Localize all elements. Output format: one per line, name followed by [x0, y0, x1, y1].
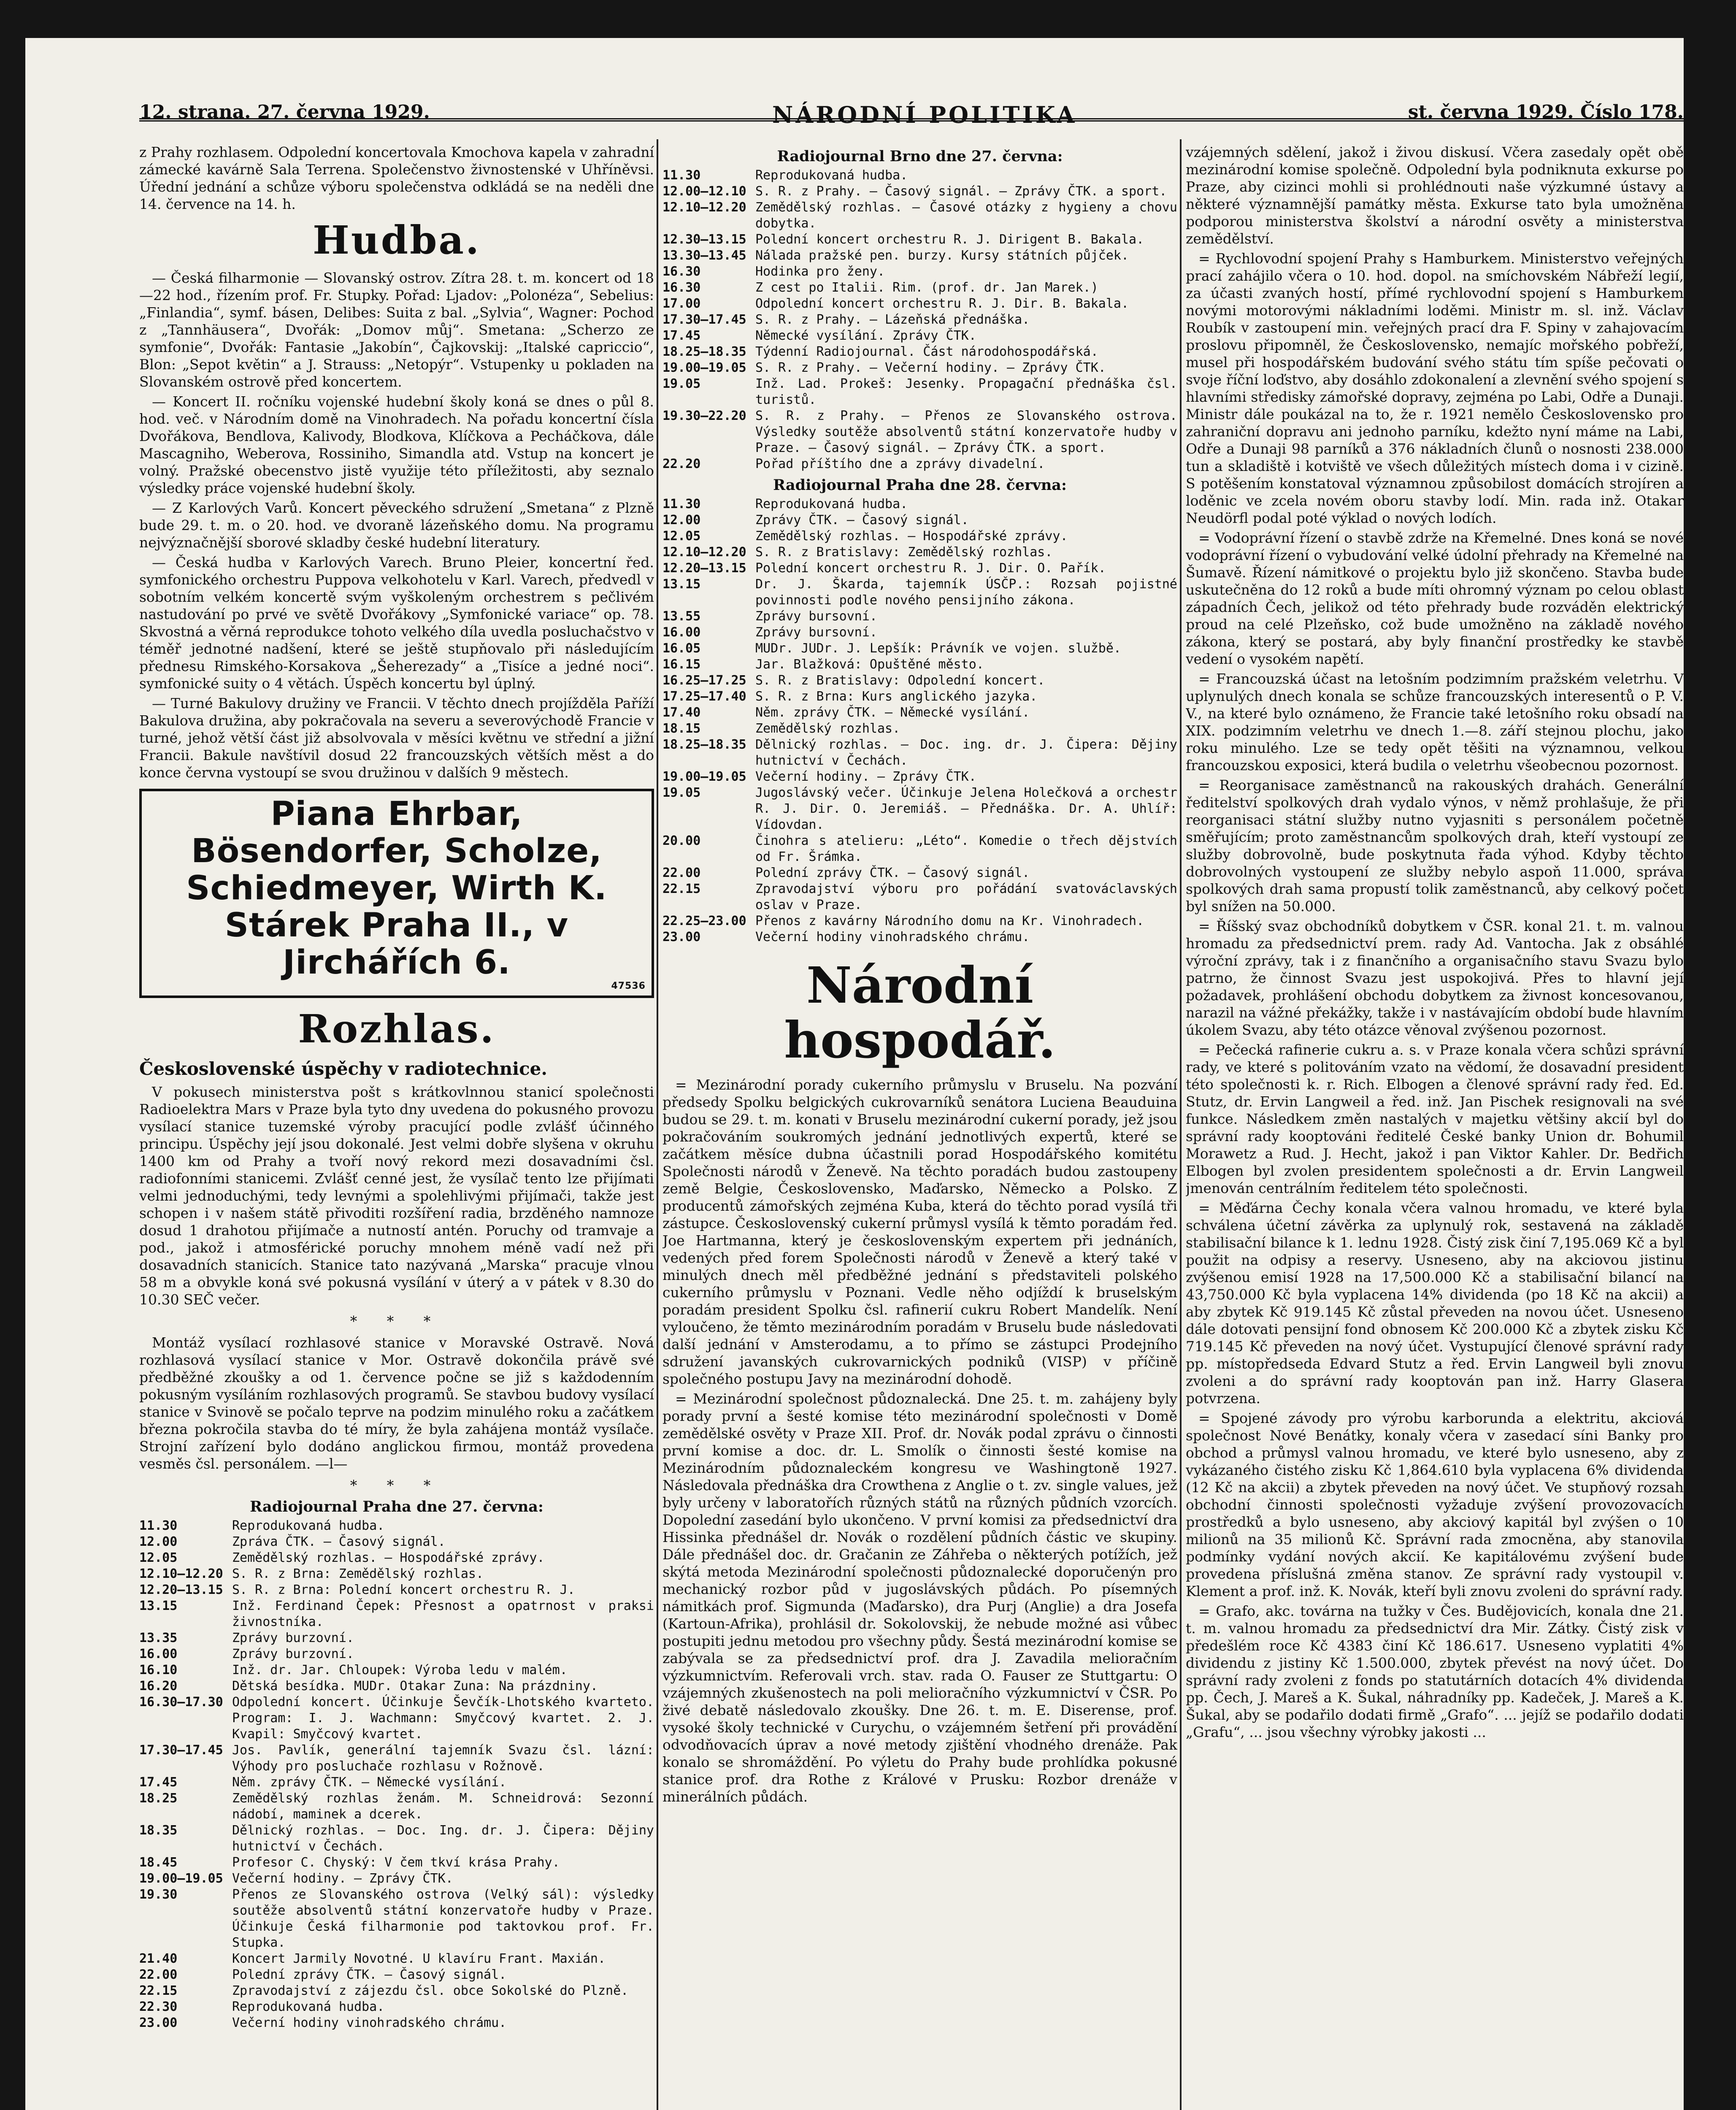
paragraph: = Spojené závody pro výrobu karborunda a elektritu, akciová společnost Nové Benátky, konaly včera v zasedací síni Banky pro obchod a průmysl valnou hromadu, ve které bylo usneseno, aby z vykázaného čistého zisku Kč 1,864.610 byla vyplacena 6% dividenda (12 Kč na akcii) a zbytek převeden na nový účet. Ve stupňový rozsah obchodní činnosti společnosti vyžaduje zvýšení provozovacích prostředků a bylo usneseno, aby akciový kapitál byl zvýšen o 10 milionů na 35 milionů Kč. Správní rada zmocněna, aby stanovila podmínky vydání nových akcií. Ke kapitálovému zvýšení bude provedena příslušná změna stanov. Ze správní rady vystoupil v. Klement a prof. inž. K. Novák, kteří byli znovu zvoleni do správní rady. [1186, 1410, 1684, 1599]
paragraph: Montáž vysílací rozhlasové stanice v Moravské Ostravě. Nová rozhlasová vysílací stanice v Mor. Ostravě dokončila právě své předběžné zkoušky a od 1. července počne se již s každodenním pokusným vysíláním rozhlasových programů. Se stavbou budovy vysílací stanice v Svinově se počalo teprve na podzim minulého roku a začátkem března pokročila stavba do té míry, že byla zahájena montáž vysílače. Strojní zařízení bylo dodáno anglickou firmou, montáž provedena vesměs čsl. personálem. —l— [139, 1334, 654, 1472]
program-time: 22.30 [139, 1999, 178, 2014]
program-description: Zemědělský rozhlas. — Hospodářské zprávy. [232, 1550, 545, 1565]
program-time: 17.30—17.45 [662, 312, 746, 327]
program-entry [139, 1967, 654, 1983]
program-entry [662, 721, 1177, 737]
program-entry [662, 408, 1177, 456]
program-entry [662, 512, 1177, 528]
program-description: Dětská besídka. MUDr. Otakar Zuna: Na prázdniny. [232, 1679, 598, 1693]
program-time: 22.15 [662, 882, 701, 896]
program-time: 16.30 [662, 264, 701, 279]
program-time: 18.35 [139, 1823, 178, 1838]
program-entry [662, 560, 1177, 576]
program-time: 16.30 [662, 280, 701, 295]
program-entry [139, 2015, 654, 2031]
program-entry [139, 1999, 654, 2015]
program-entry [662, 657, 1177, 673]
program-entry [662, 376, 1177, 408]
program-entry [662, 705, 1177, 721]
program-description: Večerní hodiny. — Zprávy ČTK. [755, 769, 976, 784]
program-entry [139, 1662, 654, 1678]
program-description: Polední zprávy ČTK. — Časový signál. [232, 1967, 507, 1982]
paragraph: — Česká hudba v Karlových Varech. Bruno Pleier, koncertní řed. symfonického orchestru Puppova velkohotelu v Karl. Varech, předvedl v sobotním velkém koncertě svým vyškoleným orchestrem s pečlivém nastudování po prvé ve světě Dvořákovy „Symfonické variace“ op. 78. Skvostná a věrná reprodukce tohoto velkého díla uvedla posluchačstvo v téměř jednotné nadšení, které se ještě stupňovalo při následujícím přednesu Rimského-Korsakova „Šeherezady“ a „Tisíce a jedné noci“. symfonické suity o 4 větách. Úspěch koncertu byl úplný. [139, 554, 654, 692]
program-time: 19.05 [662, 785, 701, 800]
program-entry [662, 881, 1177, 913]
paragraph: = Mezinárodní společnost půdoznalecká. Dne 25. t. m. zahájeny byly porady první a šesté komise této mezinárodní společnosti v Domě zemědělské osvěty v Praze XII. Prof. dr. Novák podal zprávu o činnosti první komise a doc. dr. L. Smolík o činnosti šesté komise na Mezinárodním půdoznaleckém kongresu ve Washingtoně 1927. Následovala přednáška dra Crowthena z Anglie o t. zv. single values, jež byly určeny v laboratořích různých států na různých půdních vzorcích. Dopolední zasedání bylo ukončeno. V první komisi za předsednictví dra Hissinka přednášel dr. Novák o rozdělení půdních částic ve skupiny. Dále přednášel doc. dr. Gračanin ze Záhřeba o některých potížích, jež skýtá metoda Mezinárodní společnosti půdoznalecké doporučenýn pro mechanický rozbor půd v jugoslávských půdách. Po písemných námitkách prof. Sigmunda (Maďarsko), dra Purj (Anglie) a dra Josefa (Kartoun-Afrika), prohlásil dr. Sokolovskij, že nebude možné asi vůbec postupiti jednu metodou pro všechny půdy. Šestá mezinárodní komise se zabývala se za předsednictví prof. dra J. Zavadila melioračním výzkumnictvím. Referovali vrch. stav. rada O. Fauser ze Stuttgartu: O vzájemných zkušenostech na poli melioračního výzkumnictví v ČSR. Po živé debatě následovalo zkoušky. Dne 26. t. m. E. Diserense, prof. vysoké školy technické v Curychu, o vzájemném šetření při provádění odvodňovacích úprav a nové metody zjištění vhodného drenáže. Pak konalo se shromáždění. Po výletu do Prahy bude prohlídka pokusné stanice prof. dra Rothe z Králové v Prusku: Rozbor drenáže v minerálních půdách. [662, 1390, 1177, 1805]
program-time: 12.20—13.15 [139, 1582, 223, 1597]
program-description: Přenos ze Slovanského ostrova (Velký sál): výsledky soutěže absolventů státní konzervatoře hudby v Praze. Účinkuje Česká filharmonie pod taktovkou prof. Fr. Stupka. [232, 1887, 654, 1950]
column-1 [139, 143, 654, 2110]
program-entry [662, 456, 1177, 472]
program-description: S. R. z Prahy. — Časový signál. — Zprávy ČTK. a sport. [755, 184, 1167, 199]
program-time: 18.25—18.35 [662, 737, 746, 752]
section-title-hudba: Hudba. [312, 217, 481, 263]
paragraph: = Měďárna Čechy konala včera valnou hromadu, ve které byla schválena účetní závěrka za uplynulý rok, sestavená na základě stabilisační bilance k 1. lednu 1928. Čistý zisk činí 7,195.069 Kč a byl použit na odpisy a reservy. Usneseno, aby na akciovou jistinu zvýšenou emisí 1928 na 17,500.000 Kč a stabilisační bilancí na 43,750.000 Kč byla vyplacena 14% dividenda (po 18 Kč na akcii) a aby zbytek Kč 919.145 Kč zůstal převeden na novou účet. Usneseno dále dotovati pensijní fond obnosem Kč 200.000 Kč a zbytek zisku Kč 719.145 Kč převeden na nový účet. Vystupující členové správní rady pp. místopředseda Edvard Stutz a řed. Ervin Langweil byli znovu zvoleni a do správní rady kooptován pan inž. Harry Glasera potvrzena. [1186, 1200, 1684, 1407]
program-description: Večerní hodiny vinohradského chrámu. [232, 2015, 507, 2030]
program-entry [662, 200, 1177, 232]
program-description: Odpolední koncert orchestru R. J. Dir. B. Bakala. [755, 296, 1129, 311]
advertisement-code: 47536 [611, 981, 646, 991]
radio-program-list [139, 1518, 654, 2031]
separator: * * * [350, 1477, 443, 1493]
program-entry [662, 296, 1177, 312]
program-description: Reprodukovaná hudba. [232, 1999, 385, 2014]
program-description: Zprávy bursovní. [755, 609, 877, 624]
program-description: Reprodukovaná hudba. [755, 168, 908, 183]
program-entry [662, 865, 1177, 881]
program-entry [139, 1791, 654, 1823]
paragraph: = Rychlovodní spojení Prahy s Hamburkem. Ministerstvo veřejných prací zahájilo včera o 10. hod. dopol. na smíchovském Nábřeží legií, za účasti zvaných hostí, přímé rychlovodní spojení s Hamburkem novými motorovými nákladními loděmi. Ministr m. sl. inž. Václav Roubík v zastoupení min. veřejných prací dra F. Spiny v zahajovacím proslovu připomněl, že Československo, nemajíc mořského pobřeží, musel při hospodářském budování svého státu tím spíše pečovati o svoje říční loďstvo, aby dosáhlo zdokonalení a zlevnění svého spojení s hlavními středisky zámořské dopravy, zejména po Labi, Odře a Dunaji. Ministr dále poukázal na to, že r. 1921 nemělo Československo pro zahraniční dopravu ani jednoho parníku, kdežto nyní máme na Labi, Odře a Dunaji 98 parníků a 376 nákladních člunů o nosnosti 238.000 tun a skladiště i kotviště ve všech důležitých místech doma i v cizině. S potěšením konstatoval významnou způsobilost domácích strojíren a loděnic ve zcela novém oboru stavby lodí. Min. rada inž. Otakar Neudörfl podal poté výklad o nových lodích. [1186, 250, 1684, 526]
program-description: Dělnický rozhlas. — Doc. ing. dr. J. Čipera: Dějiny hutnictví v Čechách. [755, 737, 1177, 768]
program-entry [662, 184, 1177, 200]
program-description: Zprávy burzovní. [232, 1631, 354, 1645]
program-description: Zemědělský rozhlas ženám. M. Schneidrová: Sezonní nádobí, maminek a dcerek. [232, 1791, 654, 1822]
program-time: 23.00 [139, 2015, 178, 2030]
paragraph: — Turné Bakulovy družiny ve Francii. V těchto dnech projížděla Paříží Bakulova družina, aby pokračovala na severu a severovýchodě Francie v turné, jehož větší část již absolvovala v měsíci květnu ve střední a jižní Francii. Bakule navštívil dosud 22 francouzských větších měst a do konce června vystoupí se svou družinou v dalších 9 městech. [139, 695, 654, 781]
program-description: Zprávy burzovní. [232, 1647, 354, 1661]
program-entry [139, 1534, 654, 1550]
program-title: Radiojournal Praha dne 28. června: [773, 476, 1067, 494]
program-entry [139, 1550, 654, 1566]
program-time: 12.10—12.20 [139, 1566, 223, 1581]
program-entry [662, 769, 1177, 785]
program-time: 12.10—12.20 [662, 200, 746, 215]
program-time: 13.30—13.45 [662, 248, 746, 263]
program-description: Inž. Ferdinand Čepek: Přesnost a opatrnost v praksi živnostníka. [232, 1599, 654, 1629]
program-description: Pořad příštího dne a zprávy divadelní. [755, 457, 1045, 471]
paragraph: V pokusech ministerstva pošt s krátkovlnnou stanicí společnosti Radioelektra Mars v Praze byla tyto dny uvedena do pokusného provozu vysílací stanice tuzemské výroby pracující podle zvlášť účinného principu. Úspěchy její jsou dokonalé. Jest velmi dobře slyšena v okruhu 1400 km od Prahy a tvoří nový rekord mezi dosavadními čsl. radiofonními stanicemi. Zvlášť cenné jest, že vysílač tento lze přijímati velmi jednoduchými, tedy levnými a spolehlivými přijímači, takže jest schopen i v našem státě přivoditi rozšíření radia, brzděného namnoze dosud 1 drahotou přijímače a nutností antén. Poruchy od tramvaje a pod., jakož i atmosférické poruchy mnohem méně vadí než při dosavadních stanicích. Stanice tato nazývaná „Marska“ pracuje vlnou 58 m a obvykle koná své pokusná vysílání v úterý a v pátek v 8.30 do 10.30 SEČ večer. [139, 1084, 654, 1308]
program-entry [662, 168, 1177, 184]
program-time: 18.25—18.35 [662, 344, 746, 359]
program-time: 19.00—19.05 [662, 769, 746, 784]
program-entry [662, 328, 1177, 344]
radio-program-list [662, 168, 1177, 472]
paragraph: — Česká filharmonie — Slovanský ostrov. Zítra 28. t. m. koncert od 18—22 hod., řízením prof. Fr. Stupky. Pořad: Ljadov: „Polonéza“, Sebelius: „Finlandia“, symf. básen, Delibes: Suita z bal. „Sylvia“, Wagner: Pochod z „Tannhäusera“, Dvořák: „Domov můj“. Smetana: „Scherzo ze symfonie“, Dvořák: Fantasie „Jakobín“, Čajkovskij: „Italské capriccio“, Blon: „Sepot květin“ a J. Strauss: „Netopýr“. Vstupenky u pokladen na Slovanském ostrově před koncertem. [139, 270, 654, 390]
paragraph: = Pečecká rafinerie cukru a. s. v Praze konala včera schůzi správní rady, ve které s politováním vzato na vědomí, že dosavadní president této společnosti k. r. Rich. Elbogen a členové správní rady řed. Ed. Stutz, dr. Ervin Langweil a řed. inž. Jan Pischek resignovali na své funkce. Následkem změn nastalých v majetku většiny akcií byl do správní rady kooptováni ředitelé České banky Union dr. Bohumil Morawetz a Rud. J. Hecht, jakož i pan Viktor Kahler. Dr. Bedřich Elbogen byl zvolen presidentem společnosti a dr. Ervin Langweil jmenován centrálním ředitelem této společnosti. [1186, 1041, 1684, 1196]
program-description: Inž. Lad. Prokeš: Jesenky. Propagační přednáška čsl. turistů. [755, 376, 1177, 407]
program-description: S. R. z Brna: Kurs anglického jazyka. [755, 689, 1038, 704]
program-description: S. R. z Brna: Polední koncert orchestru R. J. [232, 1582, 575, 1597]
program-time: 18.25 [139, 1791, 178, 1806]
paragraph: — Koncert II. ročníku vojenské hudební školy koná se dnes o půl 8. hod. več. v Národním domě na Vinohradech. Na pořadu koncertní čísla Dvořákova, Bendlova, Kalivody, Blodkova, Klíčkova a Pecháčkova, dále Mascagniho, Weberova, Rossiniho, Simandla atd. Vstup na koncert je volný. Pražské obecenstvo jistě využije této příležitosti, aby seznalo výsledky práce vojenské hudební školy. [139, 393, 654, 496]
program-time: 22.25—23.00 [662, 914, 746, 928]
program-description: Zpravodajství z zájezdu čsl. obce Sokolské do Plzně. [232, 1983, 629, 1998]
program-description: S. R. z Brna: Zemědělský rozhlas. [232, 1566, 484, 1581]
program-time: 12.30—13.15 [662, 232, 746, 247]
program-time: 11.30 [662, 497, 701, 511]
program-description: Jugoslávský večer. Účinkuje Jelena Holečková a orchestr R. J. Dir. O. Jeremiáš. — Přednáška. Dr. A. Uhlíř: Vídovdan. [755, 785, 1177, 832]
program-entry [139, 1951, 654, 1967]
program-time: 11.30 [662, 168, 701, 183]
advertisement-text: Piana Ehrbar, Bösendorfer, Scholze, Schiedmeyer, Wirth K. Stárek Praha II., v Jirchářích 6. [186, 795, 607, 982]
program-time: 19.05 [662, 376, 701, 391]
article-headline: Československé úspěchy v radiotechnice. [139, 1058, 548, 1079]
program-description: Zprávy bursovní. [755, 625, 877, 640]
program-title: Radiojournal Brno dne 27. června: [777, 148, 1063, 165]
program-description: Něm. zprávy ČTK. — Německé vysílání. [755, 705, 1030, 720]
program-entry [662, 689, 1177, 705]
program-description: S. R. z Prahy. — Lázeňská přednáška. [755, 312, 1030, 327]
masthead-title: NÁRODNÍ POLITIKA [772, 101, 1077, 128]
program-entry [662, 280, 1177, 296]
separator: * * * [350, 1313, 443, 1329]
advertisement [139, 789, 654, 998]
program-description: Koncert Jarmily Novotné. U klavíru Frant. Maxián. [232, 1951, 606, 1966]
program-time: 18.15 [662, 721, 701, 736]
program-description: Polední koncert orchestru R. J. Dir. O. Pařík. [755, 561, 1106, 576]
program-time: 17.45 [139, 1775, 178, 1790]
program-time: 22.15 [139, 1983, 178, 1998]
program-time: 16.30—17.30 [139, 1695, 223, 1710]
program-time: 12.00—12.10 [662, 184, 746, 199]
program-time: 22.20 [662, 457, 701, 471]
column-rule [1180, 139, 1182, 2110]
program-entry [139, 1646, 654, 1662]
program-entry [139, 1582, 654, 1598]
program-entry [662, 641, 1177, 657]
program-description: Zprávy ČTK. — Časový signál. [755, 513, 969, 528]
program-entry [662, 833, 1177, 865]
program-time: 22.00 [139, 1967, 178, 1982]
program-entry [139, 1742, 654, 1775]
program-time: 17.45 [662, 328, 701, 343]
program-entry [662, 360, 1177, 376]
program-description: Zpráva ČTK. — Časový signál. [232, 1534, 446, 1549]
column-rule [657, 139, 658, 2110]
program-time: 17.40 [662, 705, 701, 720]
program-description: S. R. z Prahy. — Večerní hodiny. — Zprávy ČTK. [755, 360, 1106, 375]
program-time: 22.00 [662, 866, 701, 880]
program-description: Polední zprávy ČTK. — Časový signál. [755, 866, 1030, 880]
program-entry [662, 496, 1177, 512]
program-description: Zemědělský rozhlas. — Hospodářské zprávy. [755, 529, 1068, 544]
program-description: Jar. Blažková: Opuštěné město. [755, 657, 984, 672]
program-time: 16.25—17.25 [662, 673, 746, 688]
program-time: 13.15 [139, 1599, 178, 1613]
program-time: 12.10—12.20 [662, 545, 746, 560]
program-time: 19.30 [139, 1887, 178, 1902]
column-2 [662, 143, 1177, 2110]
program-description: Z cest po Italii. Rim. (prof. dr. Jan Marek.) [755, 280, 1098, 295]
program-time: 16.10 [139, 1663, 178, 1677]
program-entry [662, 232, 1177, 248]
program-time: 12.00 [139, 1534, 178, 1549]
radio-program-list [662, 496, 1177, 945]
program-entry [139, 1887, 654, 1951]
program-entry [139, 1871, 654, 1887]
program-entry [139, 1678, 654, 1694]
program-time: 19.00—19.05 [139, 1871, 223, 1886]
program-time: 12.20—13.15 [662, 561, 746, 576]
paragraph: = Říšský svaz obchodníků dobytkem v ČSR. konal 21. t. m. valnou hromadu za předsednictví prem. rady Ad. Vantocha. Jak z obsáhlé výroční zprávy, tak i z finančního a organisačního stavu Svazu bylo patrno, že činnost Svazu jest uspokojivá. Přes to hlavní její požadavek, prohlášení obchodu dobytkem za živnost koncesovanou, narazil na vážné překážky, takže i v nastávajícím období bude hlavním úkolem Svazu, aby této otázce věnoval zvýšenou pozornost. [1186, 918, 1684, 1038]
program-description: Zpravodajství výboru pro pořádání svatováclavských oslav v Praze. [755, 882, 1177, 912]
program-entry [662, 625, 1177, 641]
program-description: Dr. J. Škarda, tajemník ÚSČP.: Rozsah pojistné povinnosti podle nového pensijního zákona. [755, 577, 1177, 608]
program-description: Reprodukovaná hudba. [232, 1518, 385, 1533]
program-description: Profesor C. Chyský: V čem tkví krása Prahy. [232, 1855, 560, 1870]
program-time: 16.20 [139, 1679, 178, 1693]
paragraph: z Prahy rozhlasem. Odpolední koncertovala Kmochova kapela v zahradní zámecké kavárně Sala Terrena. Společenstvo živnostenské v Uhříněvsi. Úřední jednání a schůze výboru společenstva odkládá se na neděli dne 14. července na 14. h. [139, 144, 654, 212]
program-time: 16.00 [662, 625, 701, 640]
paragraph: — Z Karlových Varů. Koncert pěveckého sdružení „Smetana“ z Plzně bude 29. t. m. o 20. hod. ve dvoraně lázeňského domu. Na programu nejvýznačnější sborové skladby české hudební literatury. [139, 500, 654, 551]
program-entry [662, 673, 1177, 689]
program-entry [139, 1694, 654, 1742]
program-description: Něm. zprávy ČTK. — Německé vysílání. [232, 1775, 507, 1790]
program-description: Reprodukovaná hudba. [755, 497, 908, 511]
program-time: 18.45 [139, 1855, 178, 1870]
program-description: Jos. Pavlík, generální tajemník Svazu čsl. lázní: Výhody pro posluchače rozhlasu v Rožnově. [232, 1743, 654, 1774]
program-description: Týdenní Radiojournal. Část národohospodářská. [755, 344, 1098, 359]
program-entry [662, 576, 1177, 609]
section-title-narodni-hospodar: Národní hospodář. [784, 956, 1056, 1069]
program-time: 12.05 [662, 529, 701, 544]
program-description: Německé vysílání. Zprávy ČTK. [755, 328, 976, 343]
program-time: 17.00 [662, 296, 701, 311]
program-description: S. R. z Bratislavy: Zemědělský rozhlas. [755, 545, 1053, 560]
program-time: 16.15 [662, 657, 701, 672]
program-entry [662, 528, 1177, 544]
program-entry [662, 737, 1177, 769]
program-description: Nálada pražské pen. burzy. Kursy státních půjček. [755, 248, 1129, 263]
program-description: Zemědělský rozhlas. [755, 721, 900, 736]
program-description: Odpolední koncert. Účinkuje Ševčík-Lhotského kvarteto. Program: I. J. Wachmann: Smyčcový kvartet. 2. J. Kvapil: Smyčcový kvartet. [232, 1695, 654, 1742]
program-description: Činohra s atelieru: „Léto“. Komedie o třech dějstvích od Fr. Šrámka. [755, 833, 1177, 864]
paragraph: vzájemných sdělení, jakož i živou diskusí. Včera zasedaly opět obě mezinárodní komise společně. Odpolední byla podniknuta exkurse po Praze, aby cizinci mohli si prohlédnouti naše výzkumné ústavy a některé významnější památky města. Exkurse tato byla umožněna podporou ministerstva školství a národní osvěty a ministerstva zemědělství. [1186, 144, 1684, 247]
program-description: Hodinka pro ženy. [755, 264, 885, 279]
program-description: Zemědělský rozhlas. — Časové otázky z hygieny a chovu dobytka. [755, 200, 1177, 231]
program-time: 21.40 [139, 1951, 178, 1966]
program-description: Polední koncert orchestru R. J. Dirigent B. Bakala. [755, 232, 1144, 247]
masthead-page-date: 12. strana. 27. června 1929. [139, 101, 430, 123]
program-time: 11.30 [139, 1518, 178, 1533]
program-time: 16.00 [139, 1647, 178, 1661]
program-description: S. R. z Bratislavy: Odpolední koncert. [755, 673, 1045, 688]
program-description: Večerní hodiny vinohradského chrámu. [755, 930, 1030, 944]
program-description: Přenos z kavárny Národního domu na Kr. Vinohradech. [755, 914, 1144, 928]
program-time: 13.35 [139, 1631, 178, 1645]
program-time: 13.55 [662, 609, 701, 624]
program-entry [139, 1598, 654, 1630]
program-time: 19.00—19.05 [662, 360, 746, 375]
section-title-rozhlas: Rozhlas. [298, 1006, 495, 1052]
program-time: 23.00 [662, 930, 701, 944]
column-3 [1186, 143, 1684, 2110]
program-entry [662, 248, 1177, 264]
program-entry [139, 1630, 654, 1646]
program-description: Dělnický rozhlas. — Doc. Ing. dr. J. Čipera: Dějiny hutnictví v Čechách. [232, 1823, 654, 1854]
paragraph: = Mezinárodní porady cukerního průmyslu v Bruselu. Na pozvání předsedy Spolku belgických cukrovarníků senátora Luciena Beauduina budou se 29. t. m. konati v Bruselu mezinárodní cukerní porady, jež jsou pokračováním soukromých jednání jednotlivých expertů, které se začátkem měsíce dubna účastnili porad Hospodářského komitétu Společnosti národů v Ženevě. Na těchto poradách budou zastoupeny země Belgie, Československo, Maďarsko, Německo a Polsko. Z producentů zámořských zejména Kuba, která do těchto porad vysílá tři zástupce. Československý cukerní průmysl vysílá k těmto poradám řed. Joe Hartmanna, který je československým expertem při jednáních, vedených před forem Společnosti národů v Ženevě a který také v minulých dnech měl předběžné jednání s představiteli polského cukerního průmyslu v Poznani. Vedle něho odjíždí k bruselským poradám president Spolku čsl. rafinerií cukru Robert Mandelík. Není vyloučeno, že těmto mezinárodním poradám v Bruselu bude následovati další jednání v Amsterodamu, a to přímo se zástupci Prodejního sdružení javanských cukrovarnických podniků (VISP) v příčině společného postupu Javy na mezinárodní dohodě. [662, 1077, 1177, 1387]
paragraph: = Reorganisace zaměstnanců na rakouských drahách. Generální ředitelství spolkových drah vydalo výnos, v němž prohlašuje, že při reorganisaci státní služby nutno vyjasniti s personálem početně směřujícím; proto zaměstnancům spolkových drah, kteří vystoupí ze služby dobrovolně, bude poskytnuta řada výhod. Kdyby těchto dobrovolných vystoupení ze služby nebylo aspoň 11.000, správa spolkových drah sama propustí tolik zaměstnanců, aby celkový počet byl snížen na 50.000. [1186, 777, 1684, 914]
program-entry [662, 609, 1177, 625]
masthead-issue: st. června 1929. Číslo 178. [1408, 101, 1684, 123]
program-time: 17.30—17.45 [139, 1743, 223, 1758]
program-entry [662, 544, 1177, 560]
program-time: 12.00 [662, 513, 701, 528]
paragraph: = Grafo, akc. továrna na tužky v Čes. Budějovicích, konala dne 21. t. m. valnou hromadu za předsednictví dra Mir. Zátky. Čistý zisk v předešlém roce Kč 4383 činí Kč 186.617. Usneseno vyplatiti 4% dividendu z jistiny Kč 1.500.000, zbytek převést na nový účet. Do správní rady zvoleni z fonds po statutárních dotacích 4% dividenda pp. Čech, J. Mareš a K. Šukal, náhradníky pp. Kadeček, J. Mareš a K. Šukal, aby se podařilo dodati firmě „Grafo“. ... jejíž se podařilo dodati „Grafu“, ... jsou všechny výrobky jakosti ... [1186, 1603, 1684, 1740]
masthead [139, 72, 1684, 128]
program-time: 13.15 [662, 577, 701, 592]
program-description: Inž. dr. Jar. Chloupek: Výroba ledu v malém. [232, 1663, 568, 1677]
program-entry [139, 1518, 654, 1534]
program-time: 12.05 [139, 1550, 178, 1565]
program-entry [662, 785, 1177, 833]
program-description: MUDr. JUDr. J. Lepšík: Právník ve vojen. službě. [755, 641, 1121, 656]
program-description: S. R. z Prahy. — Přenos ze Slovanského ostrova. Výsledky soutěže absolventů státní konzervatoře hudby v Praze. — Časový signál. — Zprávy ČTK. a sport. [755, 408, 1177, 455]
program-entry [662, 312, 1177, 328]
program-entry [662, 929, 1177, 945]
program-entry [662, 344, 1177, 360]
program-entry [139, 1823, 654, 1855]
paragraph: = Vodoprávní řízení o stavbě zdrže na Křemelné. Dnes koná se nové vodoprávní řízení o vybudování velké údolní přehrady na Křemelné na Šumavě. Řízení námitkové o projektu bylo již skončeno. Stavba bude uskutečněna do 12 roků a bude míti ohromný význam po celou oblast západních Čech, jelikož od této přehrady bude rozváděn elektrický proud na celé Plzeňsko, což bude umožněno na základě nového zákona, který se postará, aby byly finanční prostředky ke stavbě vedení o vysokém napětí. [1186, 530, 1684, 667]
program-entry [139, 1566, 654, 1582]
program-entry [139, 1983, 654, 1999]
program-title: Radiojournal Praha dne 27. června: [250, 1498, 544, 1515]
program-description: Večerní hodiny. — Zprávy ČTK. [232, 1871, 453, 1886]
program-time: 16.05 [662, 641, 701, 656]
program-entry [139, 1775, 654, 1791]
program-time: 20.00 [662, 833, 701, 848]
program-time: 17.25—17.40 [662, 689, 746, 704]
program-time: 19.30—22.20 [662, 408, 746, 423]
program-entry [662, 913, 1177, 929]
program-entry [662, 264, 1177, 280]
program-entry [139, 1855, 654, 1871]
paragraph: = Francouzská účast na letošním podzimním pražském veletrhu. V uplynulých dnech konala se schůze francouzských interesentů o P. V. V., na které bylo oznámeno, že Francie také letošního roku obsadí na XIX. podzimním veletrhu ve dnech 1.—8. září stejnou plochu, jako roku minulého. Lze se tedy opět těšiti na významnou, velkou francouzskou exposici, která budila o veletrhu všeobecnou pozornost. [1186, 671, 1684, 774]
